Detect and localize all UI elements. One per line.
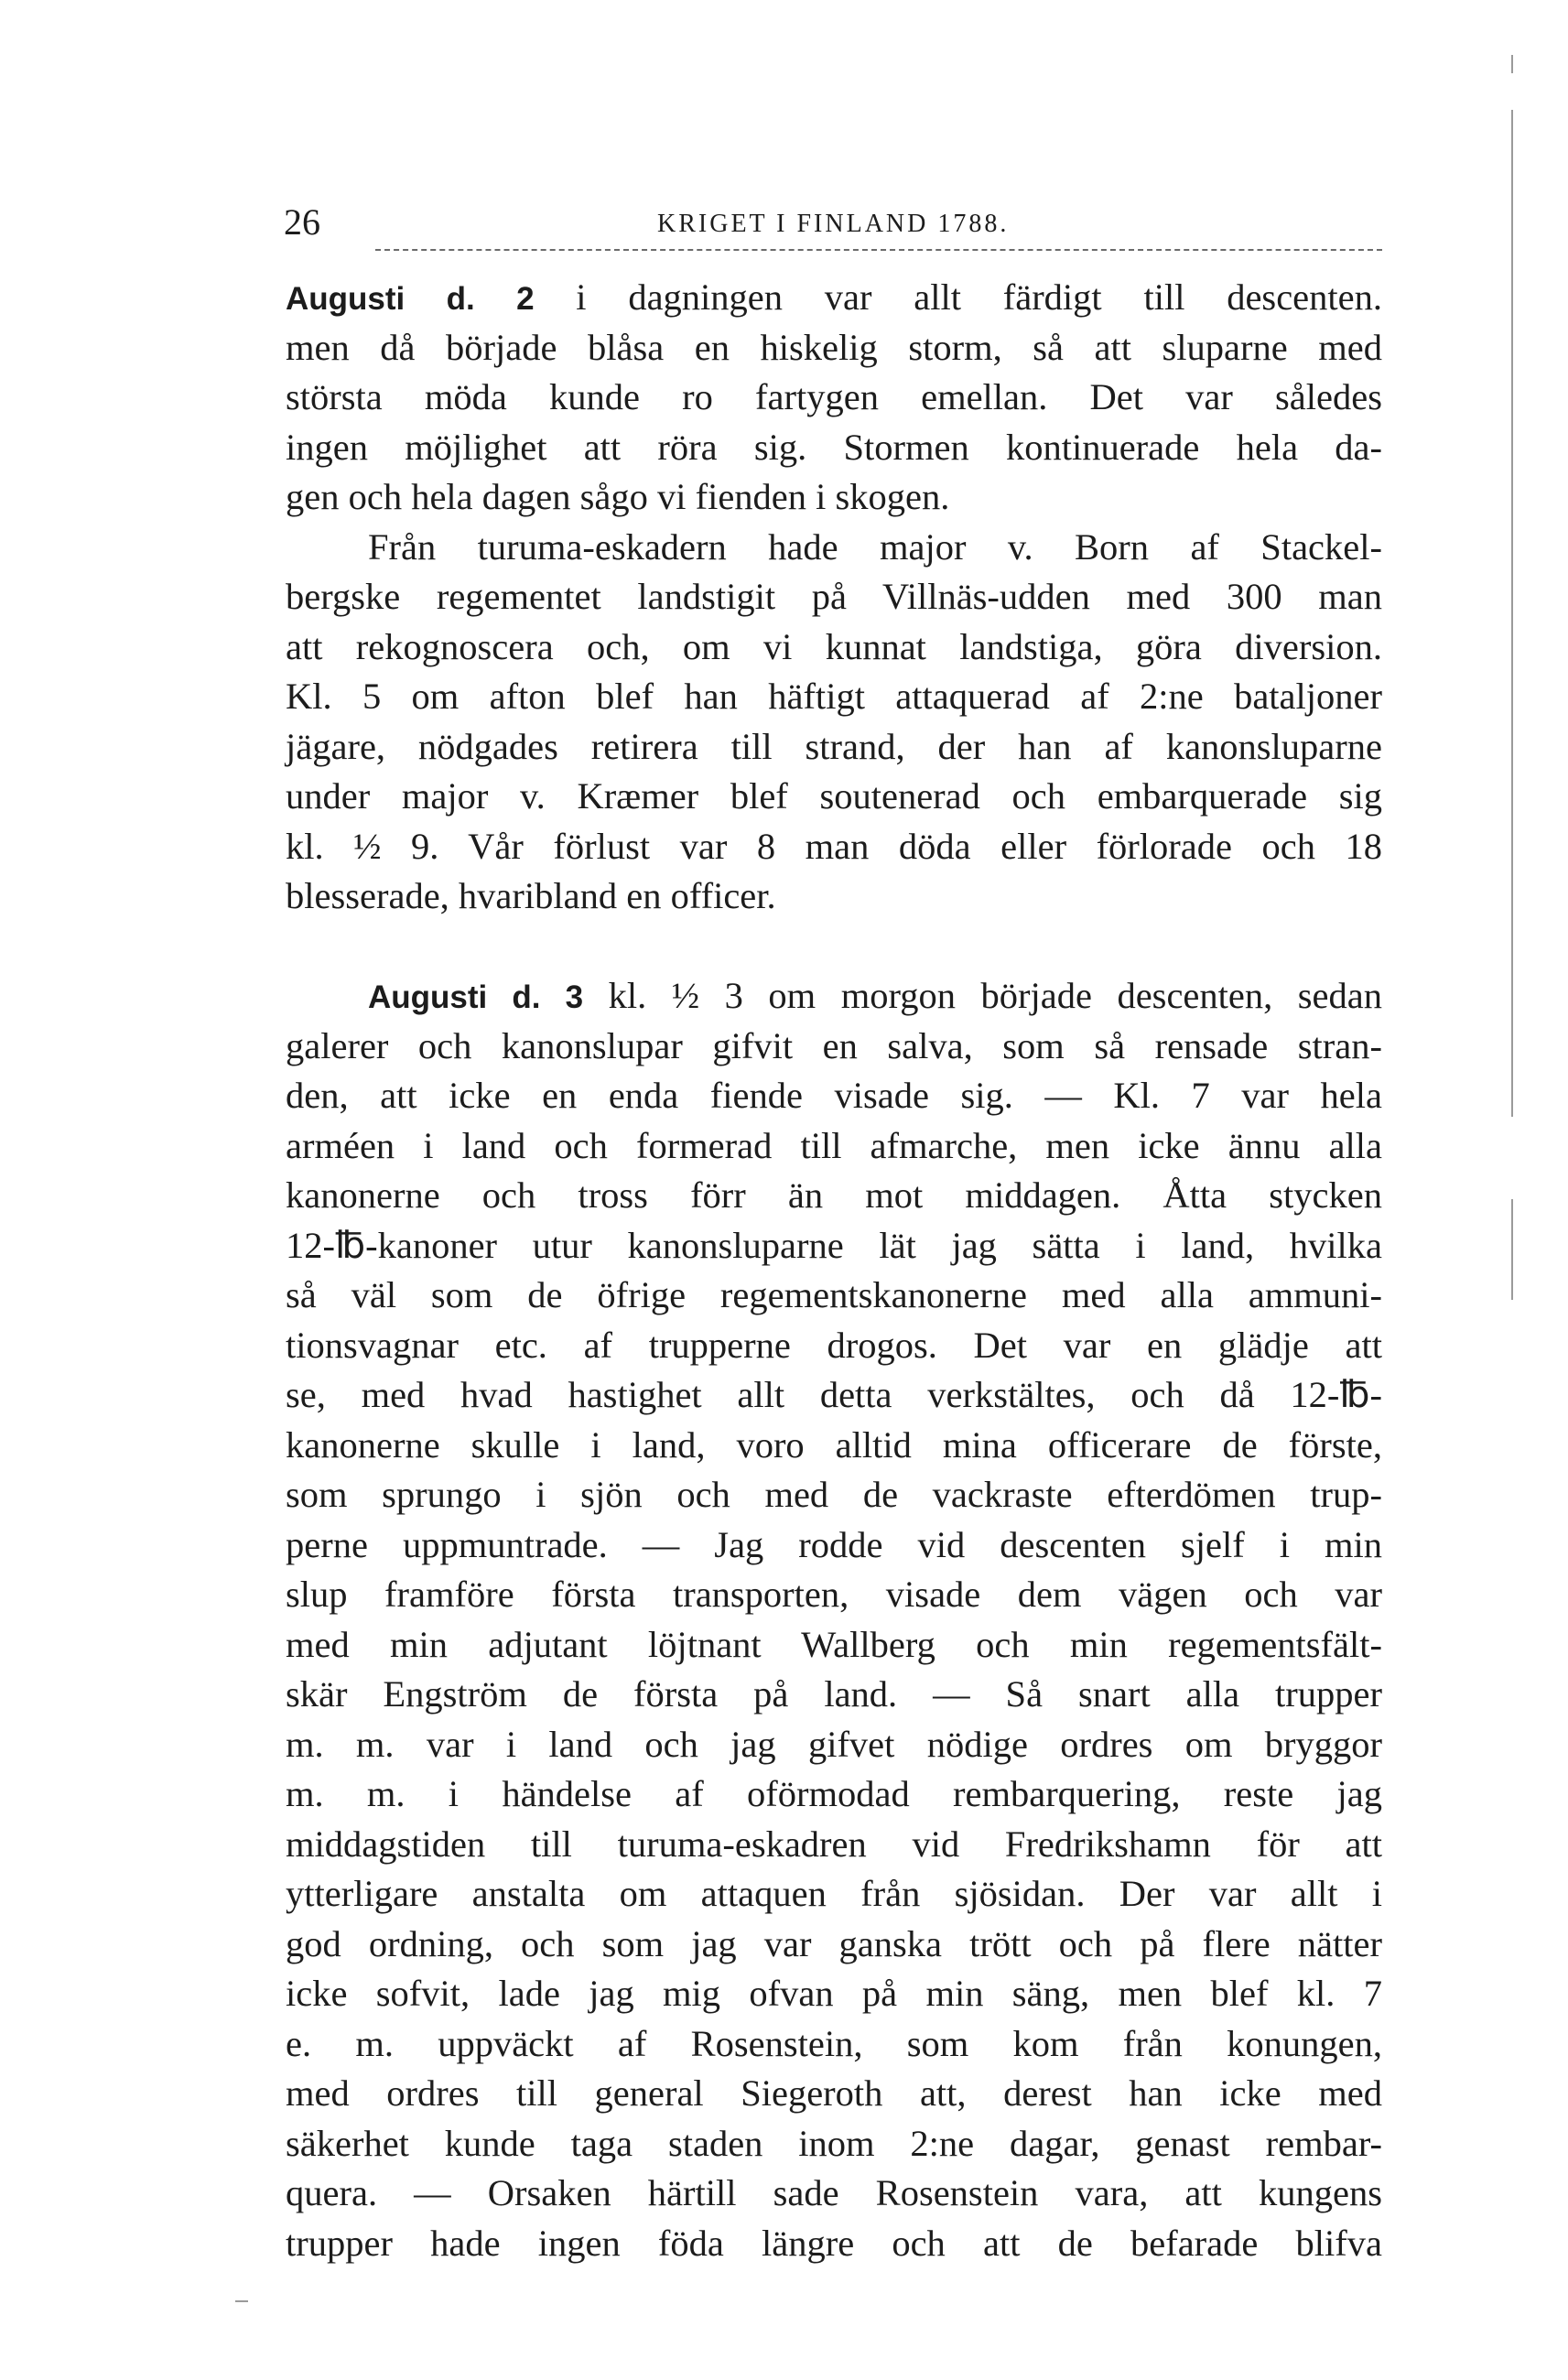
paragraph-gap bbox=[286, 922, 1382, 972]
scan-margin-mark bbox=[235, 2300, 248, 2302]
scan-margin-mark bbox=[1511, 55, 1513, 73]
text-line bbox=[286, 273, 1382, 323]
body-text bbox=[286, 273, 1382, 2268]
text-line: quera. — Orsaken härtill sade Rosenstein vara, att kungens bbox=[286, 2172, 1382, 2213]
text-line: blesserade, hvaribland en officer. bbox=[286, 875, 776, 916]
text-line: trupper hade ingen föda längre och att de befarade blifva bbox=[286, 2222, 1382, 2264]
text-line: skär Engström de första på land. — Så snart alla trupper bbox=[286, 1673, 1382, 1715]
entry-date-heading: Augusti d. 2 bbox=[286, 281, 535, 317]
text-line: m. m. var i land och jag gifvet nödige ordres om bryggor bbox=[286, 1723, 1382, 1765]
text-line: med ordres till general Siegeroth att, derest han icke med bbox=[286, 2072, 1382, 2114]
text-line-content: kl. ½ 3 om morgon började descenten, sedan bbox=[583, 975, 1382, 1016]
text-line: att rekognoscera och, om vi kunnat landstiga, göra diversion. bbox=[286, 625, 1382, 667]
text-line: arméen i land och formerad till afmarche, men icke ännu alla bbox=[286, 1124, 1382, 1166]
text-line: så väl som de öfrige regementskanonerne med alla ammuni- bbox=[286, 1274, 1382, 1315]
text-line: gen och hela dagen sågo vi fienden i skogen. bbox=[286, 476, 950, 517]
text-line: största möda kunde ro fartygen emellan. Det var således bbox=[286, 376, 1382, 417]
page-number: 26 bbox=[284, 201, 320, 243]
entry-date-heading: Augusti d. 3 bbox=[368, 979, 584, 1015]
text-line: bergske regementet landstigit på Villnäs-udden med 300 man bbox=[286, 576, 1382, 617]
text-line: ytterligare anstalta om attaquen från sjösidan. Der var allt i bbox=[286, 1873, 1382, 1914]
text-line: den, att icke en enda fiende visade sig. — Kl. 7 var hela bbox=[286, 1075, 1382, 1116]
text-line: m. m. i händelse af oförmodad rembarquering, reste jag bbox=[286, 1773, 1382, 1814]
text-line-content: i dagningen var allt färdigt till descenten. bbox=[534, 276, 1383, 318]
text-line: men då började blåsa en hiskelig storm, så att sluparne med bbox=[286, 326, 1382, 368]
text-line: galerer och kanonslupar gifvit en salva, som så rensade stran- bbox=[286, 1024, 1382, 1066]
text-line: kanonerne skulle i land, voro alltid mina officerare de förste, bbox=[286, 1423, 1382, 1466]
text-line: perne uppmuntrade. — Jag rodde vid descenten sjelf i min bbox=[286, 1523, 1382, 1565]
text-line: tionsvagnar etc. af trupperne drogos. Det var en glädje att bbox=[286, 1324, 1382, 1366]
text-line: Kl. 5 om afton blef han häftigt attaquerad af 2:ne bataljoner bbox=[286, 676, 1382, 717]
text-line: god ordning, och som jag var ganska trött och på flere nätter bbox=[286, 1922, 1382, 1964]
scan-margin-mark bbox=[1511, 110, 1513, 1117]
text-line: ingen möjlighet att röra sig. Stormen kontinuerade hela da- bbox=[286, 426, 1382, 468]
running-title: KRIGET I FINLAND 1788. bbox=[657, 210, 1010, 238]
text-line: under major v. Kræmer blef soutenerad och embarquerade sig bbox=[286, 775, 1382, 817]
text-line: se, med hvad hastighet allt detta verkstältes, och då 12-℔- bbox=[286, 1374, 1382, 1415]
text-line: som sprungo i sjön och med de vackraste efterdömen trup- bbox=[286, 1474, 1382, 1515]
text-line: icke sofvit, lade jag mig ofvan på min säng, men blef kl. 7 bbox=[286, 1973, 1382, 2014]
text-line: Från turuma-eskadern hade major v. Born af Stackel- bbox=[368, 525, 1382, 568]
text-line: säkerhet kunde taga staden inom 2:ne dagar, genast rembar- bbox=[286, 2122, 1382, 2164]
text-line: slup framföre första transporten, visade dem vägen och var bbox=[286, 1574, 1382, 1615]
scan-margin-mark bbox=[1511, 1199, 1513, 1300]
text-line: 12-℔-kanoner utur kanonsluparne lät jag sätta i land, hvilka bbox=[286, 1224, 1382, 1266]
text-line: jägare, nödgades retirera till strand, der han af kanonsluparne bbox=[286, 725, 1382, 767]
text-line bbox=[286, 971, 1382, 1022]
text-line: e. m. uppväckt af Rosenstein, som kom från konungen, bbox=[286, 2022, 1382, 2064]
text-line: kl. ½ 9. Vår förlust var 8 man döda eller förlorade och 18 bbox=[286, 825, 1382, 867]
running-head bbox=[284, 200, 1382, 245]
text-line: kanonerne och tross förr än mot middagen. Åtta stycken bbox=[286, 1174, 1382, 1216]
text-line: med min adjutant löjtnant Wallberg och min regementsfält- bbox=[286, 1623, 1382, 1665]
header-rule bbox=[375, 249, 1382, 251]
text-line: middagstiden till turuma-eskadren vid Fredrikshamn för att bbox=[286, 1823, 1382, 1865]
